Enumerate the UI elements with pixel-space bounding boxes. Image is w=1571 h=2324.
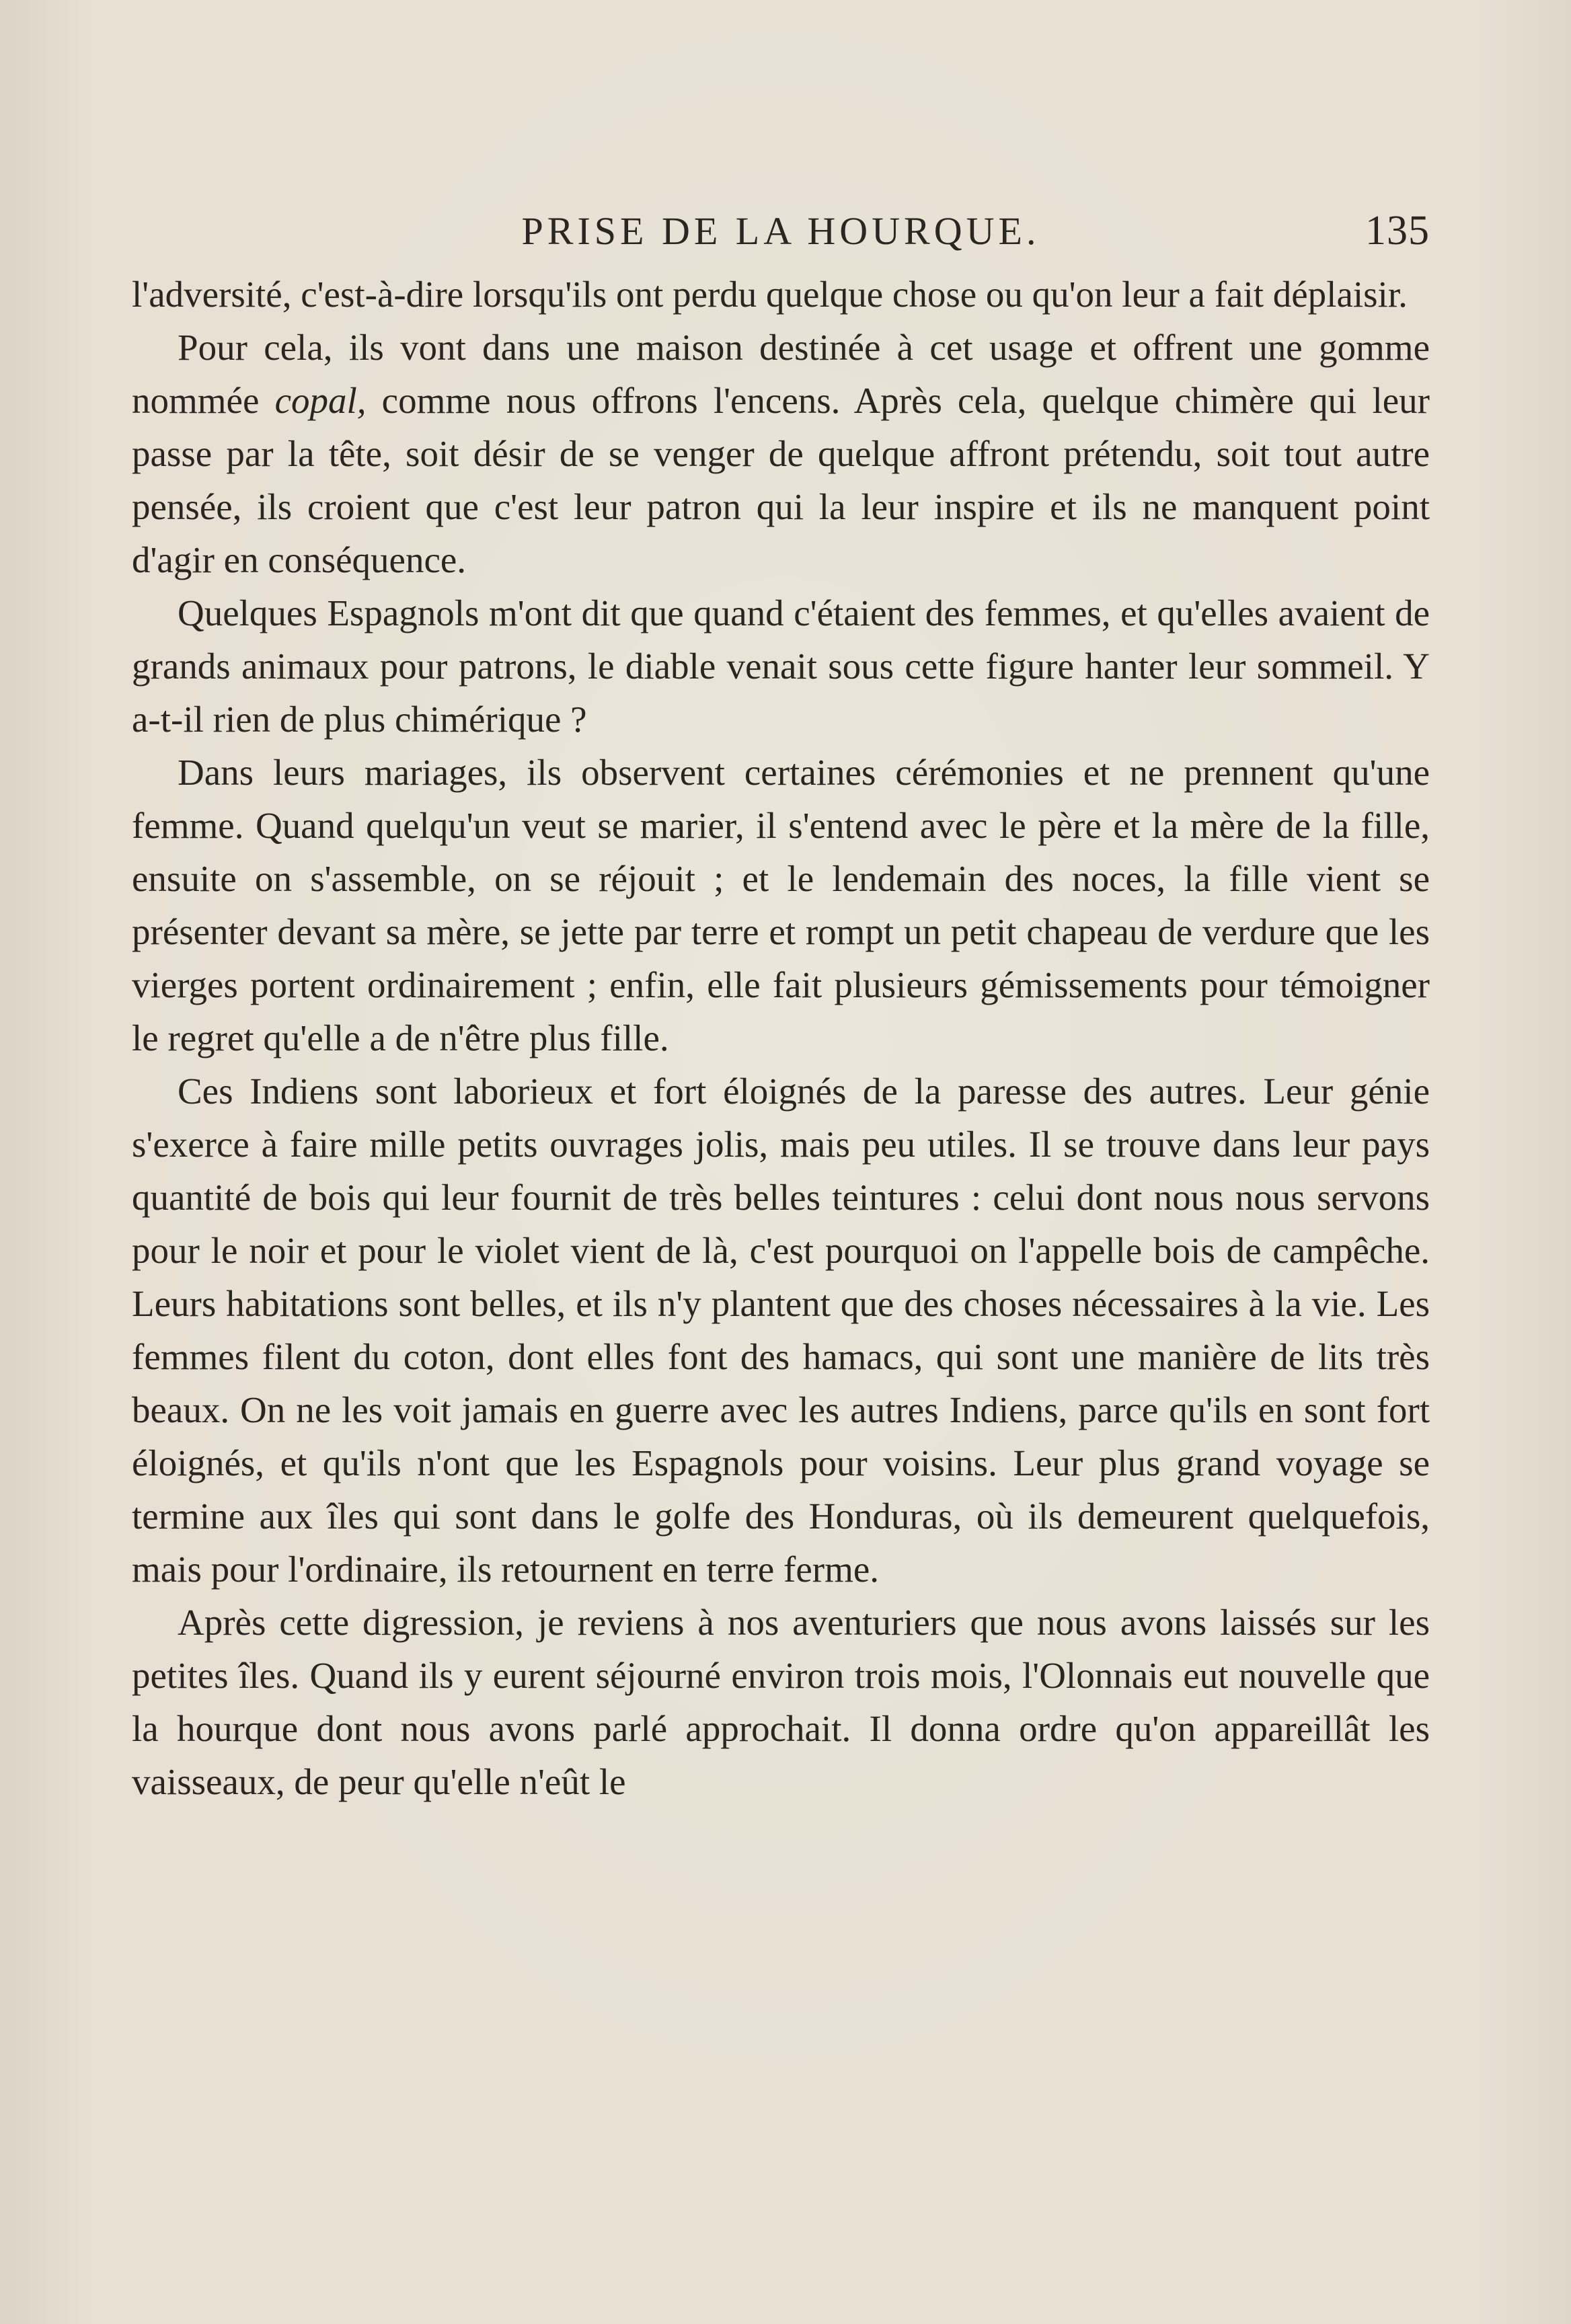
paragraph-digression: Après cette digression, je reviens à nos aventuriers que nous avons laissés sur les petites îles. Quand ils y eurent séjourné environ trois mois, l'Olonnais eut nouvelle que la hourque dont nous avons parlé approchait. Il donna ordre qu'on appareillât les vaisseaux, de peur qu'elle n'eût le [132, 1602, 1430, 1802]
page-number: 135 [1365, 208, 1430, 254]
paragraph-indiens: Ces Indiens sont laborieux et fort éloignés de la paresse des autres. Leur génie s'exerce à faire mille petits ouvrages jolis, mais peu utiles. Il se trouve dans leur pays quantité de bois qui leur fournit de très belles teintures : celui dont nous nous servons pour le noir et pour le violet vient de là, c'est pourquoi on l'appelle bois de campêche. Leurs habitations sont belles, et ils n'y plantent que des choses nécessaires à la vie. Les femmes filent du coton, dont elles font des hamacs, qui sont une manière de lits très beaux. On ne les voit jamais en guerre avec les autres Indiens, parce qu'ils en sont fort éloignés, et qu'ils n'ont que les Espagnols pour voisins. Leur plus grand voyage se termine aux îles qui sont dans le golfe des Honduras, où ils demeurent quelquefois, mais pour l'ordinaire, ils retournent en terre ferme. [132, 1071, 1430, 1590]
paragraph-copal [132, 321, 1430, 586]
running-header [132, 202, 1430, 262]
body-text [132, 268, 1430, 1808]
running-title: PRISE DE LA HOURQUE. [521, 209, 1040, 253]
paragraph-continued: l'adversité, c'est-à-dire lorsqu'ils ont perdu quelque chose ou qu'on leur a fait déplaisir. [132, 274, 1408, 315]
paragraph-text: comme nous offrons l'encens. Après cela, quelque chimère qui leur passe par la tête, soit désir de se venger de quelque affront prétendu, soit tout autre pensée, ils croient que c'est leur patron qui la leur inspire et ils ne manquent point d'agir en conséquence. [132, 380, 1430, 580]
paragraph-text: Pour cela, ils vont dans une maison destinée à cet usage et offrent une gomme nommée [132, 327, 1430, 421]
italic-term-copal: copal, [274, 380, 367, 421]
paragraph-espagnols: Quelques Espagnols m'ont dit que quand c'étaient des femmes, et qu'elles avaient de grands animaux pour patrons, le diable venait sous cette figure hanter leur sommeil. Y a-t-il rien de plus chimérique ? [132, 592, 1430, 740]
paragraph-mariages: Dans leurs mariages, ils observent certaines cérémonies et ne prennent qu'une femme. Quand quelqu'un veut se marier, il s'entend avec le père et la mère de la fille, ensuite on s'assemble, on se réjouit ; et le lendemain des noces, la fille vient se présenter devant sa mère, se jette par terre et rompt un petit chapeau de verdure que les vierges portent ordinairement ; enfin, elle fait plusieurs gémissements pour témoigner le regret qu'elle a de n'être plus fille. [132, 752, 1430, 1058]
